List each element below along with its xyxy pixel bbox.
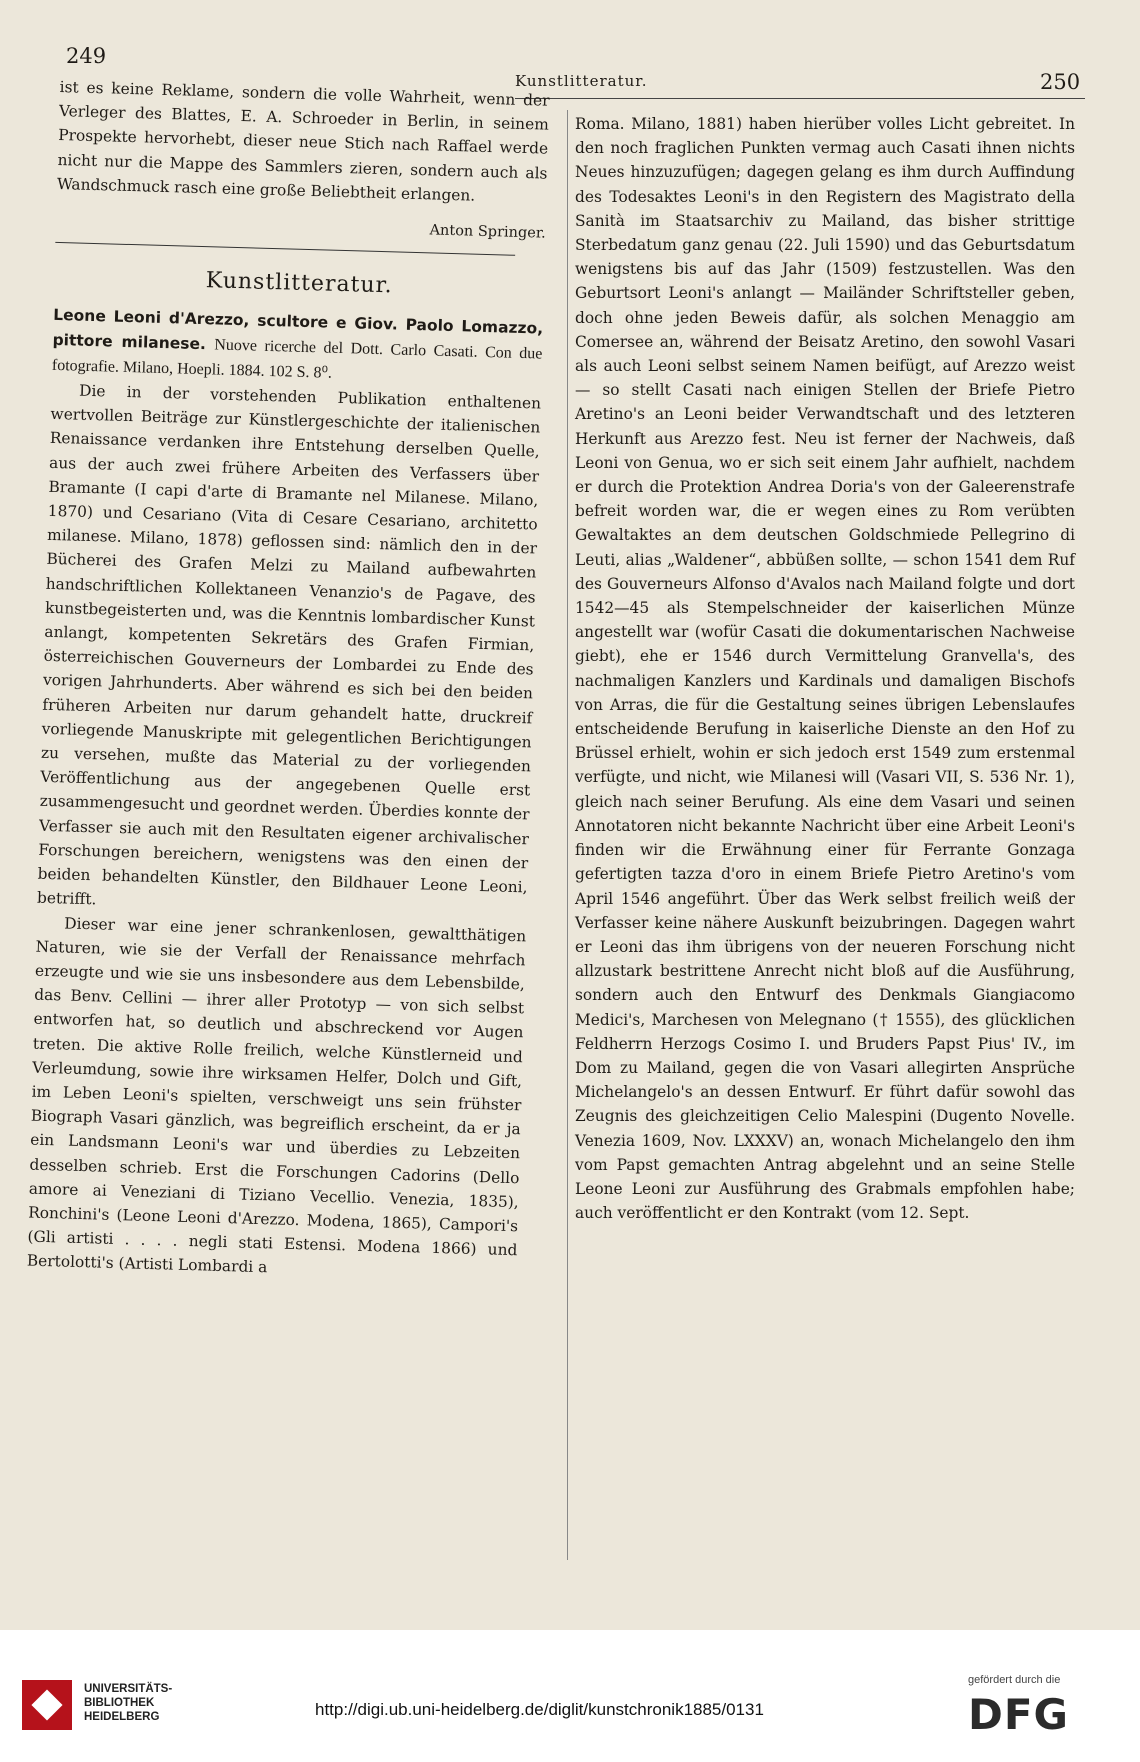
- library-line-1: UNIVERSITÄTS-: [84, 1683, 173, 1695]
- dfg-logo: DFG: [968, 1690, 1070, 1739]
- book-details: Nuove ricerche del Dott. Carlo Casati. Con due fotografie. Milano, Hoepli. 1884. 102 S. 8⁰.: [51, 336, 543, 382]
- author-signature: Anton Springer.: [429, 222, 546, 242]
- library-line-2: BIBLIOTHEK: [84, 1697, 155, 1709]
- library-name: [84, 1682, 172, 1724]
- library-line-3: HEIDELBERG: [84, 1711, 160, 1723]
- column-divider: [567, 110, 568, 1560]
- paragraph-2: Dieser war eine jener schrankenlosen, gewaltthätigen Naturen, wie sie der Verfall der Renaissance mehrfach erzeugte und wie sie uns insbesondere aus dem Lebensbilde, das Benv. Cellini — ihrer aller Prototyp — von sich selbst entworfen hat, so deutlich und abschreckend vor Augen treten. Die aktive Rolle freilich, welche Künstlerneid und Verleumdung, sowie ihre wirksamen Helfer, Dolch und Gift, im Leben Leoni's spielten, verschweigt uns sein frühster Biograph Vasari gänzlich, was begreiflich erscheint, da er ja ein Landsmann Leoni's war und überdies zu Lebzeiten desselben schrieb. Erst die Forschungen Cadorins (Dello amore ai Veneziani di Tiziano Vecellio. Venezia, 1835), Ronchini's (Leone Leoni d'Arezzo. Modena, 1865), Campori's (Gli artisti . . . . negli stati Estensi. Modena 1866) und Bertolotti's (Artisti Lombardi a: [26, 913, 527, 1277]
- book-citation: [52, 303, 544, 391]
- separator-rule: [55, 242, 515, 256]
- page-number-left: 249: [66, 44, 107, 68]
- source-url[interactable]: http://digi.ub.uni-heidelberg.de/diglit/kunstchronik1885/0131: [315, 1700, 764, 1719]
- page-number-right: 250: [1040, 70, 1081, 94]
- running-title: Kunstlitteratur.: [515, 72, 648, 90]
- paragraph-1: Die in der vorstehenden Publikation enthaltenen wertvollen Beiträge zur Künstlergeschichte der italienischen Renaissance verdanken ihre Entstehung derselben Quelle, aus der auch zwei frühere Arbeiten des Verfassers über Bramante (I capi d'arte di Bramante nel Milanese. Milano, 1870) und Cesariano (Vita di Cesare Cesariano, architetto milanese. Milano, 1878) geflossen sind: nämlich den in der Bücherei des Grafen Melzi zu Mailand aufbewahrten handschriftlichen Kollektaneen Venanzio's de Pagave, des kunstbegeisterten und, was die Kenntnis lombardischer Kunst anlangt, kompetenten Sekretärs des Grafen Firmian, österreichischen Gouverneurs der Lombardei zu Ende des vorigen Jahrhunderts. Aber während es sich bei den beiden früheren Arbeiten nur darum gehandelt hatte, druckreif vorliegende Manuskripte mit gelegentlichen Berichtigungen zu versehen, mußte das Material zu der vorliegenden Veröffentlichung aus der angegebenen Quelle erst zusammengesucht und geordnet werden. Überdies konnte der Verfasser sie auch mit den Resultaten eigener archivalischer Forschungen bereichern, wenigstens was den einen der beiden behandelten Künstler, den Bildhauer Leone Leoni, betrifft.: [36, 381, 542, 909]
- left-column: [19, 75, 550, 1573]
- digitization-footer: [0, 1630, 1140, 1762]
- book-title: Leone Leoni d'Arezzo, scultore e Giov. Paolo Lomazzo, pittore milanese.: [52, 306, 544, 353]
- header-rule: [515, 98, 1085, 99]
- section-heading: Kunstlitteratur.: [205, 268, 394, 299]
- intro-paragraph: ist es keine Reklame, sondern die volle Wahrheit, wenn der Verleger des Blattes, E. A. Schroeder in Berlin, in seinem Prospekte hervorhebt, dieser neue Stich nach Raffael werde nicht nur die Mappe des Sammlers zieren, sondern auch als Wandschmuck rasch eine große Beliebtheit erlangen.: [56, 77, 550, 205]
- right-column-text: Roma. Milano, 1881) haben hierüber volles Licht gebreitet. In den noch fraglichen Punkten vermag auch Casati ihnen nichts Neues hinzuzufügen; dagegen gelang es ihm durch Auffindung des Todesaktes Leoni's in den Registern des Magistrato della Sanità im Staatsarchiv zu Mailand, das bisher strittige Sterbedatum ganz genau (22. Juli 1590) und das Geburtsdatum wenigstens bis auf das Jahr (1509) festzustellen. Was den Geburtsort Leoni's anlangt — Mailänder Schriftsteller geben, doch ohne jeden Beweis dafür, als solchen Menaggio am Comersee an, während der Beisatz Aretino, den sowohl Vasari als auch Leoni selbst seinem Namen beifügt, auf Arezzo weist — so stellt Casati nach einigen Stellen der Briefe Pietro Aretino's an Leoni beider Verwandtschaft und des letzteren Herkunft aus Arezzo fest. Neu ist ferner der Nachweis, daß Leoni von Genua, wo er sich seit einem Jahr aufhielt, nachdem er durch die Protektion Andrea Doria's von der Galeerenstrafe befreit worden war, die er wegen eines zu Rom verübten Gewaltaktes an dem deutschen Goldschmiede Pellegrino di Leuti, alias „Waldener“, abbüßen sollte, — schon 1541 dem Ruf des Gouverneurs Alfonso d'Avalos nach Mailand folgte und dort 1542—45 als Stempelschneider der kaiserlichen Münze angestellt war (wofür Casati die dokumentarischen Nachweise giebt), ehe er 1546 durch Vermittelung Granvella's, des nachmaligen Kanzlers und Kardinals und damaligen Bischofs von Arras, die für die Gestaltung seines übrigen Lebenslaufes entscheidende Berufung in kaiserliche Dienste an den Hof zu Brüssel erhielt, wohin er sich jedoch erst 1549 zum erstenmal verfügte, und nicht, wie Milanesi will (Vasari VII, S. 536 Nr. 1), gleich nach seiner Berufung. Als eine dem Vasari und seinen Annotatoren nicht bekannte Nachricht über eine Arbeit Leoni's finden wir die Erwähnung einer für Ferrante Gonzaga gefertigten tazza d'oro in einem Briefe Pietro Aretino's vom April 1546 angeführt. Über das Werk selbst freilich weiß der Verfasser keine nähere Auskunft beizubringen. Dagegen wahrt er Leoni das ihm übrigens von der neueren Forschung nicht allzustark bestrittene Anrecht nicht bloß auf die Ausführung, sondern auch den Entwurf des Denkmals Giangiacomo Medici's, Marchesen von Melegnano († 1555), des glücklichen Feldherrn Herzogs Cosimo I. und Bruders Papst Pius' IV., im Dom zu Mailand, gegen die von Vasari allegirten Ansprüche Michelangelo's an dessen Entwurf. Er führt dafür sowohl das Zeugnis des gleichzeitigen Celio Malespini (Dugento Novelle. Venezia 1609, Nov. LXXXV) an, wonach Michelangelo den ihm vom Papst gemachten Antrag abgelehnt und an seine Stelle Leone Leoni zur Ausführung des Grabmals empfohlen habe; auch veröffentlicht er den Kontrakt (vom 12. Sept.: [575, 115, 1075, 1223]
- funded-by-label: gefördert durch die: [968, 1674, 1061, 1686]
- right-column: [575, 112, 1075, 1562]
- university-library-logo-icon: [22, 1680, 72, 1730]
